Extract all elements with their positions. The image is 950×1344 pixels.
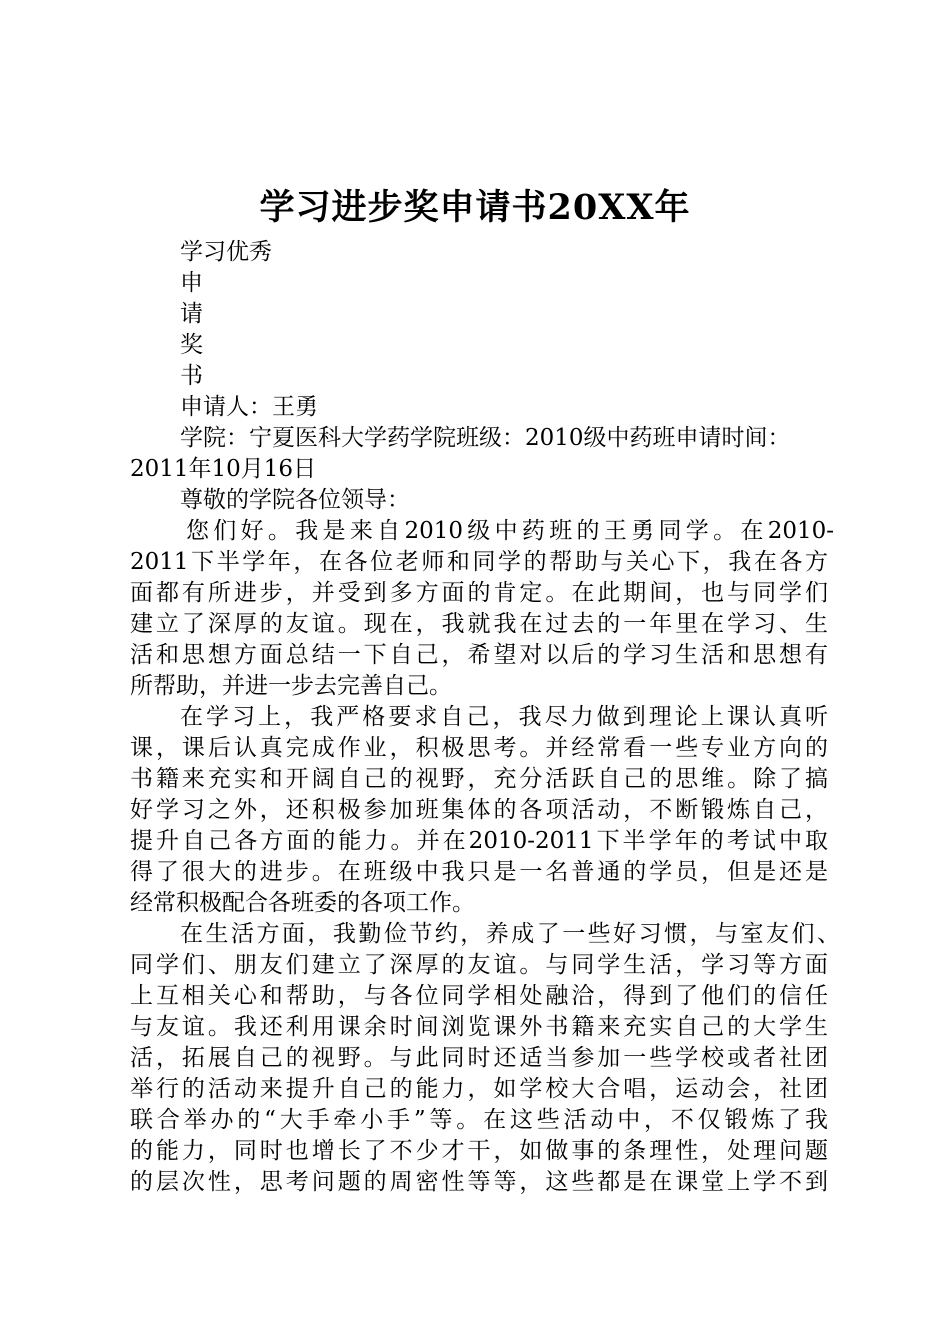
paragraph-line: 得了很大的进步。在班级中我只是一名普通的学员，但是还是 xyxy=(130,859,828,885)
paragraph-line: 书籍来充实和开阔自己的视野，充分活跃自己的思维。除了搞 xyxy=(130,766,828,792)
paragraph-line: 好学习之外，还积极参加班集体的各项活动，不断锻炼自己， xyxy=(130,797,828,823)
paragraph-line: 所帮助，并进一步去完善自己。 xyxy=(130,673,452,699)
paragraph-line: 活和思想方面总结一下自己，希望对以后的学习生活和思想有 xyxy=(130,642,828,668)
info-line: 学院：宁夏医科大学药学院班级：2010级中药班申请时间： xyxy=(180,425,791,451)
paragraph-line: 的层次性，思考问题的周密性等等，这些都是在课堂上学不到 xyxy=(130,1169,828,1195)
cover-line: 学习优秀 xyxy=(180,239,272,265)
cover-line: 申 xyxy=(180,270,203,296)
paragraph-line: 在生活方面，我勤俭节约，养成了一些好习惯，与室友们、 xyxy=(180,921,840,947)
paragraph-line: 课，课后认真完成作业，积极思考。并经常看一些专业方向的 xyxy=(130,735,828,761)
paragraph-line: 同学们、朋友们建立了深厚的友谊。与同学生活，学习等方面 xyxy=(130,952,828,978)
paragraph-line: 的能力，同时也增长了不少才干，如做事的条理性，处理问题 xyxy=(130,1138,828,1164)
info-line: 2011年10月16日 xyxy=(130,456,317,482)
cover-line: 奖 xyxy=(180,332,203,358)
cover-line: 请 xyxy=(180,301,203,327)
paragraph-line: 提升自己各方面的能力。并在2010-2011下半学年的考试中取 xyxy=(130,828,828,854)
paragraph-line: 2011下半学年，在各位老师和同学的帮助与关心下，我在各方 xyxy=(130,549,828,575)
paragraph-line: 经常积极配合各班委的各项工作。 xyxy=(130,890,475,916)
cover-line: 书 xyxy=(180,363,203,389)
salutation: 尊敬的学院各位领导： xyxy=(180,487,410,513)
paragraph-line: 活，拓展自己的视野。与此同时还适当参加一些学校或者社团 xyxy=(130,1045,828,1071)
paragraph-line: 建立了深厚的友谊。现在，我就我在过去的一年里在学习、生 xyxy=(130,611,828,637)
paragraph-line: 举行的活动来提升自己的能力，如学校大合唱，运动会，社团 xyxy=(130,1076,828,1102)
paragraph-line: 与友谊。我还利用课余时间浏览课外书籍来充实自己的大学生 xyxy=(130,1014,828,1040)
applicant-line: 申请人：王勇 xyxy=(180,394,318,420)
document-title: 学习进步奖申请书20XX年 xyxy=(259,187,691,228)
paragraph-line: 上互相关心和帮助，与各位同学相处融洽，得到了他们的信任 xyxy=(130,983,828,1009)
paragraph-line: 您们好。我是来自2010级中药班的王勇同学。在2010- xyxy=(186,518,834,544)
paragraph-line: 在学习上，我严格要求自己，我尽力做到理论上课认真听 xyxy=(180,704,828,730)
paragraph-line: 联合举办的“大手牵小手”等。在这些活动中，不仅锻炼了我 xyxy=(130,1107,828,1133)
paragraph-line: 面都有所进步，并受到多方面的肯定。在此期间，也与同学们 xyxy=(130,580,828,606)
